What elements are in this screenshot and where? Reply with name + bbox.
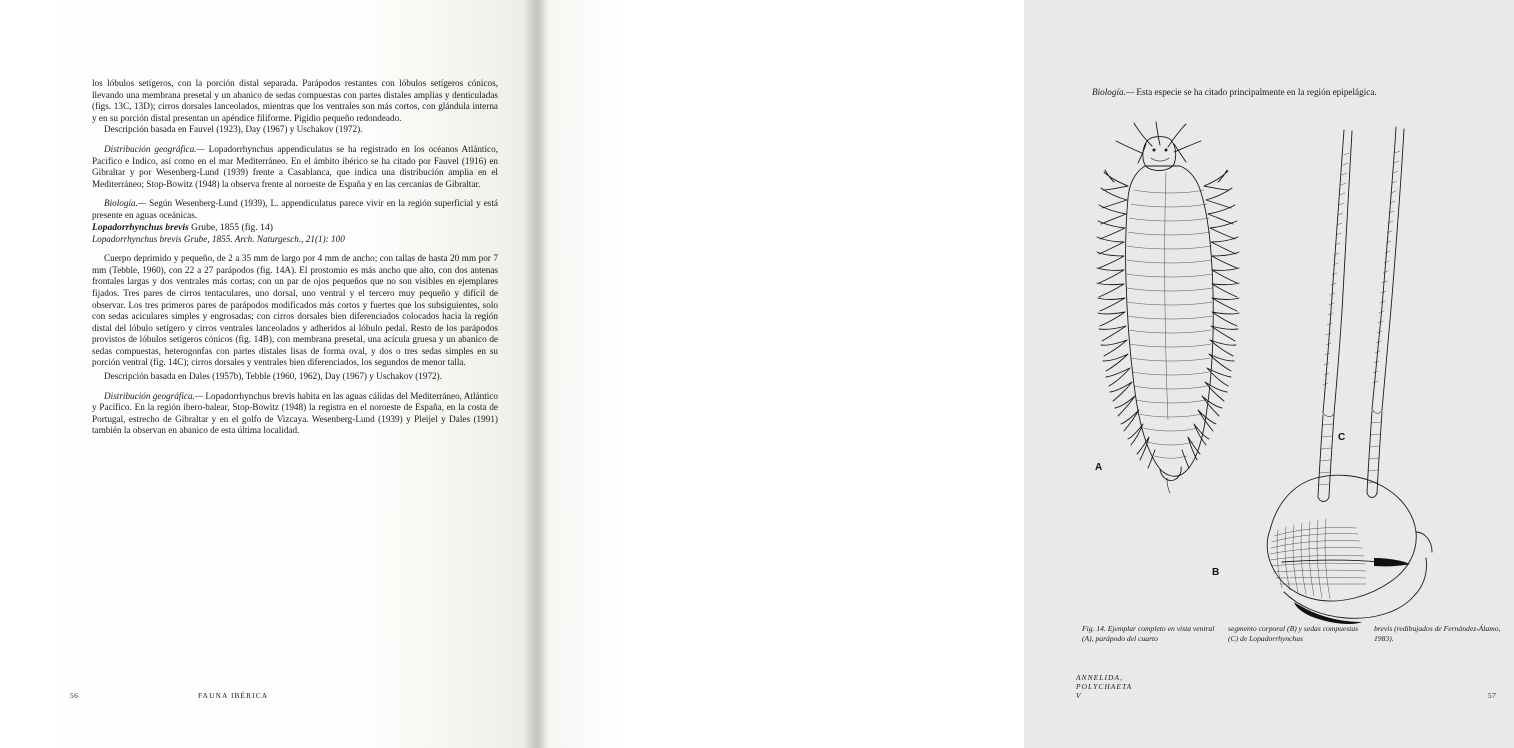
species-description: Cuerpo deprimido y pequeño, de 2 a 35 mm de largo por 4 mm de ancho; con tallas de hasta 20 mm por 7 mm (Tebble, 1960), con 22 a 27 parápodos (fig. 14A). El prostomio es más ancho que alto, con dos antenas frontales largas y dos ventrales más cortas; con un par de ojos pequeños que no son visibles en ejemplares fijados. Tres pares de cirros tentaculares, uno dorsal, uno ventral y el tercero muy pequeño y difícil de observar. Los tres primeros pares de parápodos modificados más cortos y fuertes que los subsiguientes, solo con sedas aciculares simples y engrosadas; con cirros dorsales bien diferenciados colocados hacia la región distal del lóbulo setígero y cirros ventrales lanceolados y adheridos al lóbulo pedal. Resto de los parápodos provistos de lóbulos setígeros cónicos (fig. 14B), con membrana presetal, una acícula gruesa y un abanico de sedas compuestas, heterogonfas con partes distales lisas de forma oval, y dos o tres sedas simples en su porción ventral (fig. 14C); cirros dorsales y ventrales bien diferenciados, los segundos de menor talla.: [92, 253, 498, 368]
biologia-1: [92, 198, 498, 221]
species-heading: [92, 222, 498, 234]
folio-left: 56: [70, 691, 79, 700]
caption-column-2: segmento corporal (B) y sedas compuestas (C) de Lopadorrhynchus: [1228, 624, 1359, 643]
distribucion-text-1: Lopadorrhynchus appendiculatus se ha registrado en los océanos Atlántico, Pacífico e Indico, así como en el mar Mediterráneo. En el ámbito ibérico se ha citado por Fauvel (1916) en Gibraltar y por Wesenberg-Lund (1939) frente a Casablanca, que indica una distribución amplia en el Mediterráneo; Stop-Bowitz (1948) la observa frente al noroeste de España y en las cercanías de Gibraltar.: [92, 143, 498, 189]
panel-c-setae: [1318, 127, 1404, 502]
species-synonymy: Lopadorrhynchus brevis Grube, 1855. Arch. Naturgesch., 21(1): 100: [92, 233, 345, 244]
panel-label-c: C: [1338, 432, 1346, 443]
panel-label-a: A: [1095, 462, 1103, 473]
biologia-text-1: Según Wesenberg-Lund (1939), L. appendiculatus parece vivir en la región superficial y está presente en aguas oceánicas.: [92, 198, 498, 220]
biologia-label-2: Biología.—: [1092, 87, 1135, 98]
species-name: Lopadorrhynchus brevis: [92, 221, 189, 233]
distribucion-text-2: Lopadorrhynchus brevis habita en las aguas cálidas del Mediterráneo, Atlántico y Pacífico. En la región ibero-balear, Stop-Bowitz (1948) la registra en el noroeste de España, en la costa de Portugal, estrecho de Gibraltar y en el golfo de Vizcaya. Wesenberg-Lund (1939) y Pleijel y Dales (1991) también la observan en abanico de esta última localidad.: [92, 390, 498, 436]
panel-label-b: B: [1212, 567, 1220, 578]
right-page: [536, 0, 1501, 748]
species-authority: Grube, 1855 (fig. 14): [188, 221, 273, 233]
description-basis-1: Descripción basada en Fauvel (1923), Day (1967) y Uschakov (1972).: [104, 124, 363, 135]
figure-14-caption: [1082, 624, 1510, 643]
left-text-column: [92, 78, 498, 437]
panel-a-worm: [1097, 122, 1239, 493]
running-head-left: FAUNA IBÉRICA: [198, 691, 269, 700]
running-head-right: ANNELIDA, POLYCHAETA V: [1076, 673, 1133, 700]
left-page: [0, 0, 536, 748]
panel-b-parapodium: [1267, 475, 1432, 624]
figure-14-illustration: [1084, 120, 1514, 620]
distribucion-geografica-2: [92, 391, 498, 437]
paragraph-continuation: los lóbulos setígeros, con la porción distal separada. Parápodos restantes con lóbulos setígeros cónicos, llevando una membrana presetal y un abanico de sedas compuestas con partes distales amplias y denticuladas (figs. 13C, 13D); cirros dorsales lanceolados, mientras que los ventrales son más cortos, con glándula interna y en su porción distal presentan un apéndice filiforme. Pigidio pequeño redondeado.: [92, 78, 498, 123]
folio-right: 57: [1488, 691, 1497, 700]
biologia-text-2: Esta especie se ha citado principalmente en la región epipelágica.: [1134, 87, 1377, 98]
distribucion-label-1: Distribución geográfica.—: [104, 143, 205, 154]
distribucion-geografica-1: [92, 144, 498, 190]
caption-column-1: Fig. 14. Ejemplar completo en vista ventral (A), parápodo del cuarto: [1082, 624, 1215, 643]
description-basis-2: Descripción basada en Dales (1957b), Tebble (1960, 1962), Day (1967) y Uschakov (1972).: [104, 371, 443, 382]
distribucion-label-2: Distribución geográfica.—: [104, 390, 204, 401]
right-text-column: [1092, 78, 1496, 108]
biologia-label-1: Biología.—: [104, 198, 147, 209]
biologia-2: [1092, 87, 1496, 99]
figure-14-svg: [1084, 120, 1514, 620]
caption-column-3: brevis (redibujados de Fernández-Álamo, 1983).: [1374, 624, 1501, 643]
